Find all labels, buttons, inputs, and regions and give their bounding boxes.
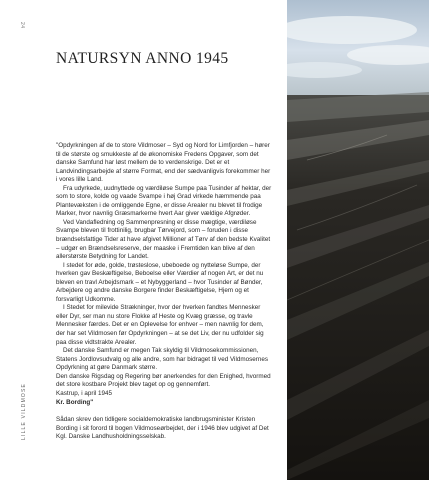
signoff-author: Kr. Bording" xyxy=(56,398,94,406)
quote-signoff xyxy=(56,390,272,407)
page-title: NATURSYN ANNO 1945 xyxy=(56,50,229,67)
quote-paragraph: Den danske Rigsdag og Regering bør anerkendes for den Enighed, hvormed det store kostbare Projekt blev taget op og gennemført. xyxy=(56,372,271,389)
quote-paragraph: Det danske Samfund er megen Tak skyldig til Vildmosekommissionen, Statens Jordlovsudvalg og alle andre, som har bidraget til ved Vildmosernes Opdyrkning at gøre Danmark større. xyxy=(56,347,268,372)
quote-paragraph: "Opdyrkningen af de to store Vildmoser – Syd og Nord for Limfjorden – hører til de største og smukkeste af de økonomiske Fredens Opgaver, som det danske Samfund har løst mellem de to verdenskrige. Det er et Landvindingsarbejde af større Format, end der sædvanligvis forekommer her i vores lille Land. xyxy=(56,142,271,184)
afterword-text: Sådan skrev den tidligere socialdemokratiske landbrugsminister Kristen Bording i sit forord til bogen Vildmoseørbejdet, der i 1946 blev udgivet af Det Kgl. Danske Landhusholdningsselskab. xyxy=(56,416,269,441)
page-number: 24 xyxy=(19,22,25,29)
bog-landscape-photo xyxy=(287,0,429,480)
running-section-label: LILLE VILDMOSE xyxy=(21,382,27,440)
quote-paragraph: I Stedet for milevide Strækninger, hvor der hverken fandtes Mennesker eller Dyr, ser man nu store Flokke af Heste og Kvæg græsse, og travle Mennesker færdes. Det er en Oplevelse for enhver – men navnlig for dem, der har set Vildmosen før Opdyrkningen – at se det Liv, der nu udfolder sig paa disse vidtstrakte Arealer. xyxy=(56,304,264,346)
signoff-place-date: Kastrup, i april 1945 xyxy=(56,390,113,397)
quote-body xyxy=(56,142,272,390)
quote-paragraph: I stedet for øde, golde, trøsteslose, ubeboede og nytteløse Sumpe, der hverken gav Beskæftigelse, Beboelse eller Værdier af nogen Art, er det nu bleven en travl Arbejdsmark – et Nybyggerland – hvor Tusinder af Bønder, Arbejdere og andre danske Borgere finder Beskæftigelse, Hjem og et forsvarligt Udkomme. xyxy=(56,261,264,303)
quote-paragraph: Fra udyrkede, uudnyttede og værdiløse Sumpe paa Tusinder af hektar, der som to store, kolde og vaade Svampe i høj Grad virkede hæmmende paa Plantevæksten i de omliggende Egne, er disse Arealer nu blevet til frodige Marker, hvor navnlig Græsmarkerne hvert Aar giver vældige Afgrøder. xyxy=(56,184,272,218)
quote-paragraph: Ved Vandafledning og Sammenpresning er disse mægtige, værdiløse Svampe bleven til frottinilig, brugbar Tørvejord, som – foruden i disse brændselsfattige Tider at have afgivet Millioner af Tørv af den bedste Kvalitet – udgør en Brændselsreserve, der maaske i Fremtiden kan blive af den allerstørste Betydning for Landet. xyxy=(56,218,271,261)
afterword xyxy=(56,416,272,442)
